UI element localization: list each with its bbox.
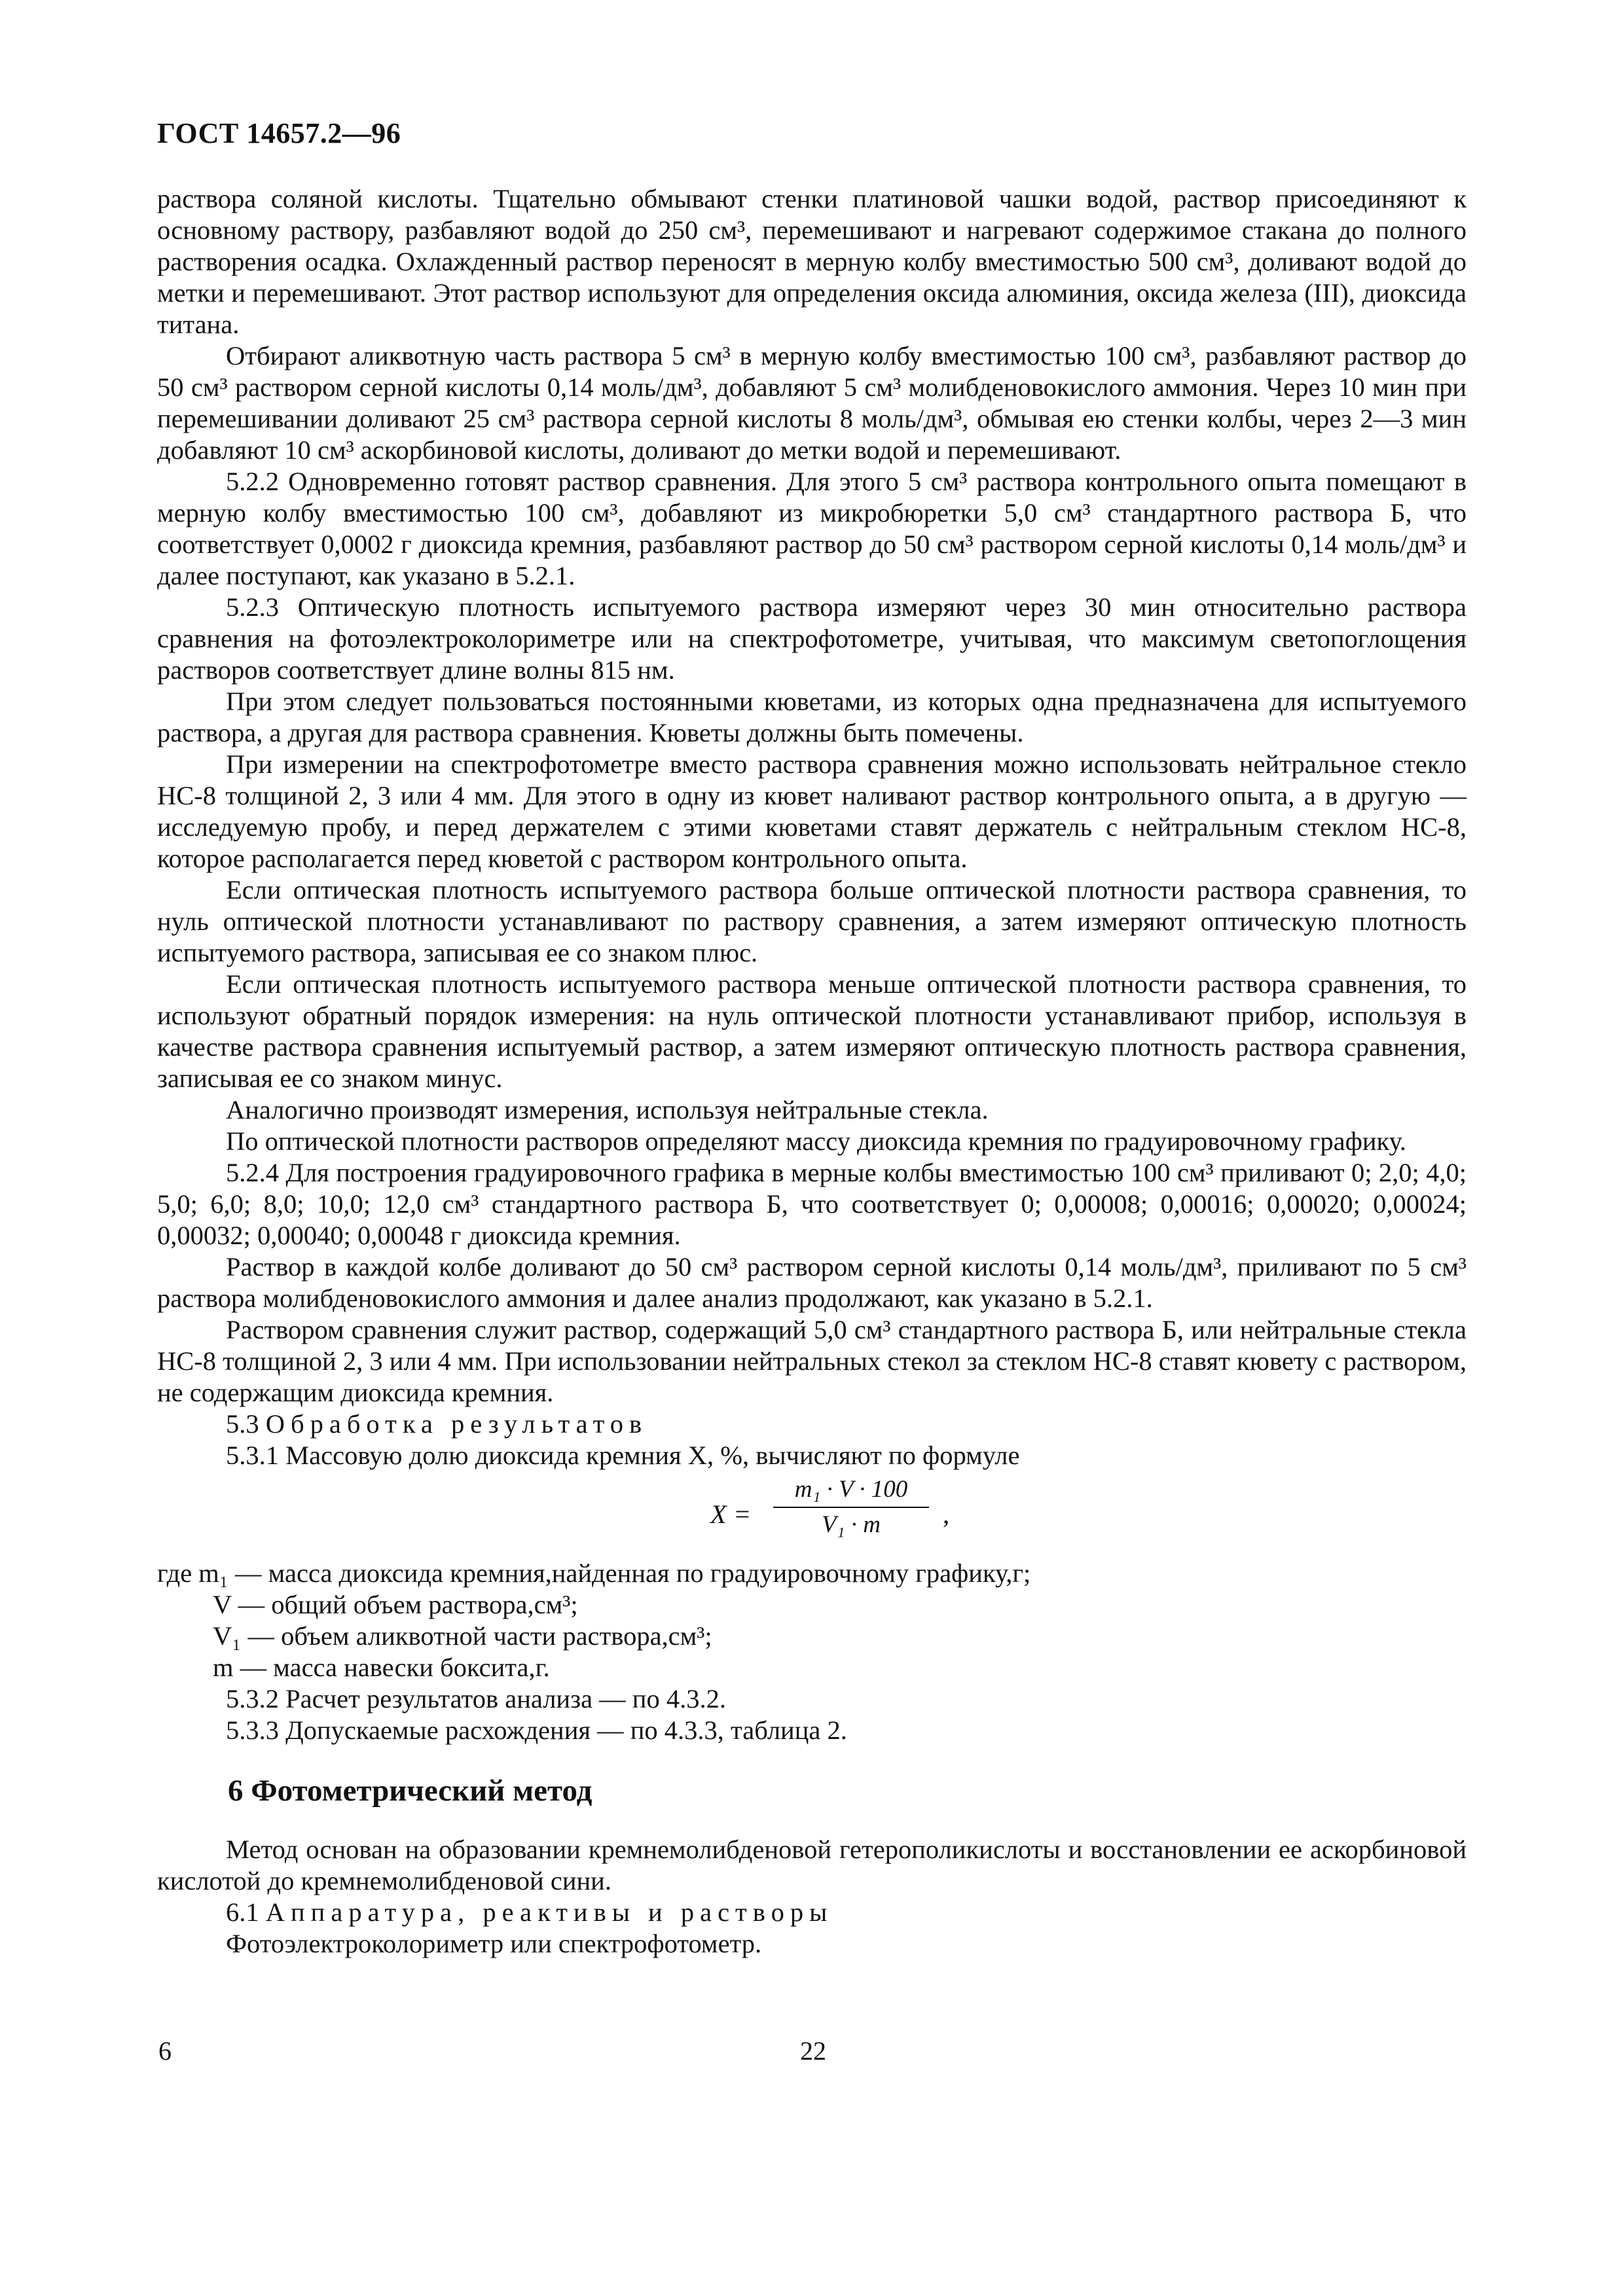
section-title: Аппаратура, реактивы и растворы: [265, 1897, 833, 1927]
paragraph: Раствором сравнения служит раствор, содержащий 5,0 см³ стандартного раствора Б, или нейтральные стекла НС-8 толщиной 2, 3 или 4 мм. При использовании нейтральных стекол за стеклом НС-8 ставят кювету с раствором, не содержащим диоксида кремния.: [157, 1315, 1467, 1407]
section-heading-5-3: [157, 1408, 1467, 1440]
paragraph: Раствор в каждой колбе доливают до 50 см³ раствором серной кислоты 0,14 моль/дм³, приливают по 5 см³ раствора молибденовокислого аммония и далее анализ продолжают, как указано в 5.2.1.: [157, 1252, 1467, 1313]
paragraph: Если оптическая плотность испытуемого раствора больше оптической плотности раствора сравнения, то нуль оптической плотности устанавливают по раствору сравнения, а затем измеряют оптическую плотность испытуемого раствора, записывая ее со знаком плюс.: [157, 875, 1467, 967]
paragraph: Аналогично производят измерения, используя нейтральные стекла.: [226, 1095, 989, 1124]
paragraph-5-2-2: 5.2.2 Одновременно готовят раствор сравнения. Для этого 5 см³ раствора контрольного опыта помещают в мерную колбу вместимостью 100 см³, добавляют из микробюретки 5,0 см³ стандартного раствора Б, что соответствует 0,0002 г диоксида кремния, разбавляют раствор до 50 см³ раствором серной кислоты 0,14 моль/дм³ и далее поступают, как указано в 5.2.1.: [157, 467, 1467, 590]
paragraph: Фотоэлектроколориметр или спектрофотометр.: [226, 1929, 762, 1958]
paragraph-5-3-3: 5.3.3 Допускаемые расхождения — по 4.3.3, таблица 2.: [226, 1715, 847, 1745]
section-title: Обработка результатов: [265, 1409, 648, 1439]
page-number-left: 6: [158, 2036, 172, 2066]
formula: [157, 1474, 1467, 1554]
page-number-center: 22: [800, 2036, 826, 2066]
formula-denominator: V₁ · m: [822, 1511, 881, 1538]
paragraph-5-3-2: 5.3.2 Расчет результатов анализа — по 4.3.2.: [226, 1684, 726, 1713]
formula-comma: ,: [943, 1499, 950, 1529]
document-standard-id: ГОСТ 14657.2—96: [157, 117, 401, 149]
section-number: 6.1: [226, 1897, 259, 1927]
paragraph: При измерении на спектрофотометре вместо раствора сравнения можно использовать нейтральное стекло НС-8 толщиной 2, 3 или 4 мм. Для этого в одну из кювет наливают раствор контрольного опыта, а в другую — исследуемую пробу, и перед держателем с этими кюветами ставят держатель с нейтральным стеклом НС-8, которое располагается перед кюветой с раствором контрольного опыта.: [157, 749, 1467, 873]
paragraph-6-intro: Метод основан на образовании кремнемолибденовой гетерополикислоты и восстановлении ее аскорбиновой кислотой до кремнемолибденовой сини.: [157, 1835, 1467, 1895]
paragraph: По оптической плотности растворов определяют массу диоксида кремния по градуировочному графику.: [226, 1126, 1406, 1156]
section-heading-6-1: [157, 1897, 1467, 1928]
paragraph-5-2-4: 5.2.4 Для построения градуировочного графика в мерные колбы вместимостью 100 см³ приливают 0; 2,0; 4,0; 5,0; 6,0; 8,0; 10,0; 12,0 см³ стандартного раствора Б, что соответствует 0; 0,00008; 0,00016; 0,00020; 0,00024; 0,00032; 0,00040; 0,00048 г диоксида кремния.: [157, 1158, 1467, 1250]
paragraph: Отбирают аликвотную часть раствора 5 см³ в мерную колбу вместимостью 100 см³, разбавляют раствор до 50 см³ раствором серной кислоты 0,14 моль/дм³, добавляют 5 см³ молибденовокислого аммония. Через 10 мин при перемешивании доливают 25 см³ раствора серной кислоты 8 моль/дм³, обмывая ею стенки колбы, через 2—3 мин добавляют 10 см³ аскорбиновой кислоты, доливают до метки водой и перемешивают.: [157, 341, 1467, 465]
formula-lhs: X =: [710, 1499, 752, 1529]
paragraph: раствора соляной кислоты. Тщательно обмывают стенки платиновой чашки водой, раствор присоединяют к основному раствору, разбавляют водой до 250 см³, перемешивают и нагревают содержимое стакана до полного растворения осадка. Охлажденный раствор переносят в мерную колбу вместимостью 500 см³, доливают водой до метки и перемешивают. Этот раствор используют для определения оксида алюминия, оксида железа (III), диоксида титана.: [157, 184, 1467, 339]
section-number: 5.3: [226, 1409, 259, 1439]
document-body: [157, 183, 1467, 1960]
paragraph-5-3-1: 5.3.1 Массовую долю диоксида кремния X, %, вычисляют по формуле: [226, 1441, 1020, 1470]
definition-m1: где m₁ — масса диоксида кремния,найденная по градуировочному графику,г;: [157, 1558, 1031, 1588]
fraction-bar: [773, 1507, 929, 1508]
paragraph: Если оптическая плотность испытуемого раствора меньше оптической плотности раствора сравнения, то используют обратный порядок измерения: на нуль оптической плотности устанавливают прибор, используя в качестве раствора сравнения испытуемый раствор, а затем измеряют оптическую плотность раствора сравнения, записывая ее со знаком минус.: [157, 969, 1467, 1093]
section-heading-6: 6 Фотометрический метод: [228, 1774, 593, 1808]
definition-V1: V₁ — объем аликвотной части раствора,см³;: [213, 1621, 712, 1651]
definition-m: m — масса навески боксита,г.: [213, 1653, 550, 1682]
paragraph-5-2-3: 5.2.3 Оптическую плотность испытуемого раствора измеряют через 30 мин относительно раствора сравнения на фотоэлектроколориметре или на спектрофотометре, учитывая, что максимум светопоглощения растворов соответствует длине волны 815 нм.: [157, 592, 1467, 685]
formula-fraction: [769, 1474, 933, 1541]
paragraph: При этом следует пользоваться постоянными кюветами, из которых одна предназначена для испытуемого раствора, а другая для раствора сравнения. Кюветы должны быть помечены.: [157, 687, 1467, 747]
definition-V: V — общий объем раствора,см³;: [213, 1590, 578, 1619]
formula-numerator: m₁ · V · 100: [794, 1476, 908, 1503]
